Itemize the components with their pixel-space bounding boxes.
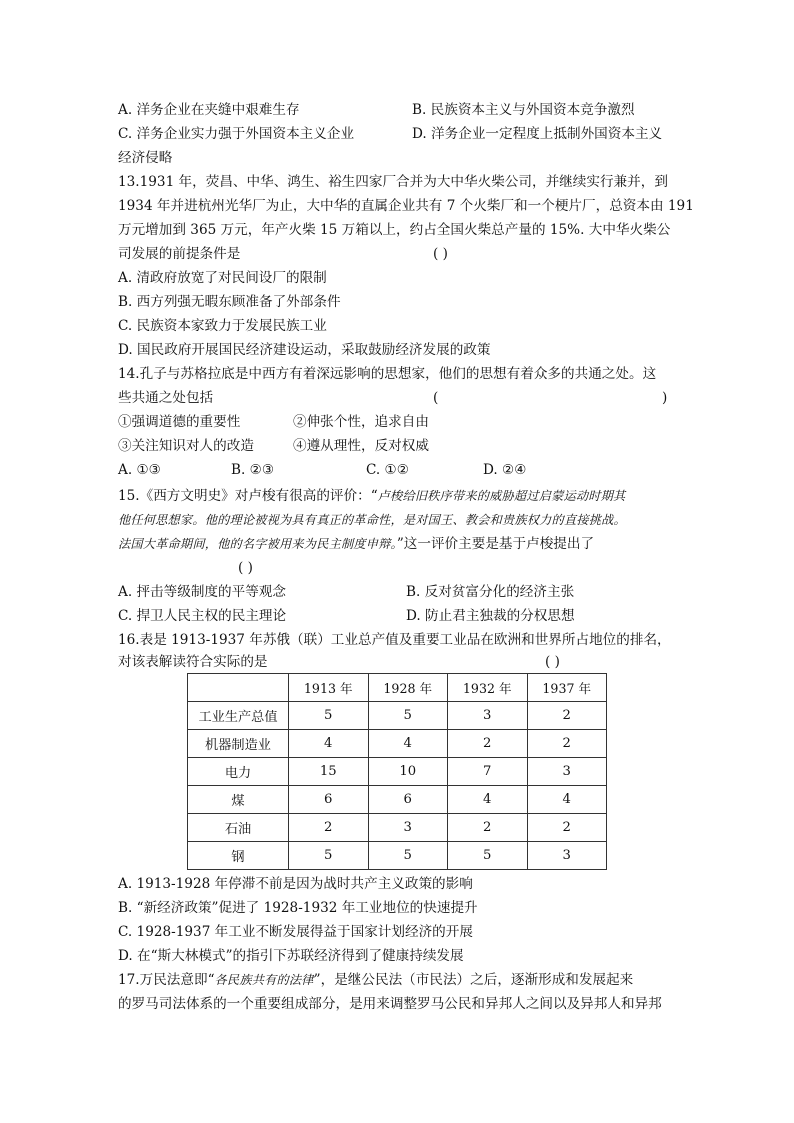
table-row <box>188 814 607 842</box>
q14-option-d: D. ②④ <box>483 462 527 478</box>
table-cell: 2 <box>527 814 607 842</box>
q13-option-b: B. 西方列强无暇东顾准备了外部条件 <box>118 294 341 310</box>
table-row-label: 煤 <box>188 786 289 814</box>
q12-option-c: C. 洋务企业实力强于外国资本主义企业 <box>118 126 355 142</box>
q15-option-b: B. 反对贫富分化的经济主张 <box>406 584 575 600</box>
q13-stem-line4: 司发展的前提条件是 <box>118 246 241 262</box>
table-cell: 5 <box>289 702 369 730</box>
q17-stem-line1 <box>118 970 633 990</box>
q14-stem-line1: 14.孔子与苏格拉底是中西方有着深远影响的思想家，他们的思想有着众多的共通之处。这 <box>118 366 657 382</box>
q17-quote: 各民族共有的法律 <box>214 973 314 987</box>
q14-option-b: B. ②③ <box>231 462 275 478</box>
table-header-row <box>188 674 607 702</box>
q17-stem-intro: 17.万民法意即“ <box>118 972 215 988</box>
q15-stem-line3 <box>118 534 594 554</box>
table-cell: 15 <box>289 758 369 786</box>
table-row <box>188 702 607 730</box>
q17-stem-cont: ”，是继公民法（市民法）之后，逐渐形成和发展起来 <box>313 972 634 988</box>
table-cell: 6 <box>289 786 369 814</box>
table-header-corner <box>188 674 289 702</box>
table-cell: 2 <box>527 730 607 758</box>
q16-option-b: B. “新经济政策”促进了 1928-1932 年工业地位的快速提升 <box>118 900 478 916</box>
q16-answer-blank: ( ) <box>545 654 560 670</box>
table-cell: 4 <box>448 786 528 814</box>
table-row-label: 电力 <box>188 758 289 786</box>
q14-stem-line2: 些共通之处包括 <box>118 390 214 406</box>
q16-stem-line1: 16.表是 1913-1937 年苏俄（联）工业总产值及重要工业品在欧洲和世界所占地位的排名， <box>118 632 671 648</box>
table-cell: 5 <box>448 842 528 870</box>
table-cell: 3 <box>527 758 607 786</box>
table-cell: 5 <box>368 702 448 730</box>
table-row-label: 机器制造业 <box>188 730 289 758</box>
q15-stem-line3-tail: ”这一评价主要是基于卢梭提出了 <box>396 536 595 552</box>
q15-quote-part1: 卢梭给旧秩序带来的威胁超过启蒙运动时期其 <box>377 489 626 503</box>
table-cell: 2 <box>527 702 607 730</box>
q15-answer-blank: ( ) <box>238 560 253 576</box>
table-cell: 6 <box>368 786 448 814</box>
table-cell: 4 <box>527 786 607 814</box>
table-row <box>188 758 607 786</box>
q14-answer-blank-left: ( <box>433 390 439 406</box>
table-cell: 10 <box>368 758 448 786</box>
q13-stem-line3: 万元增加到 365 万元，年产火柴 15 万箱以上，约占全国火柴总产量的 15%. 大中华火柴公 <box>118 222 671 238</box>
table-cell: 3 <box>527 842 607 870</box>
q15-stem-line1 <box>118 486 625 506</box>
q13-option-a: A. 清政府放宽了对民间设厂的限制 <box>118 270 327 286</box>
table-cell: 2 <box>448 730 528 758</box>
table-cell: 5 <box>368 842 448 870</box>
q15-option-d: D. 防止君主独裁的分权思想 <box>406 608 575 624</box>
q14-item-4: ④遵从理性，反对权威 <box>293 438 429 454</box>
table-cell: 4 <box>289 730 369 758</box>
q13-answer-blank: ( ) <box>433 246 448 262</box>
table-row-label: 工业生产总值 <box>188 702 289 730</box>
q16-option-a: A. 1913-1928 年停滞不前是因为战时共产主义政策的影响 <box>118 876 473 892</box>
table-cell: 5 <box>289 842 369 870</box>
table-row-label: 石油 <box>188 814 289 842</box>
q16-ranking-table <box>187 673 607 870</box>
q13-option-c: C. 民族资本家致力于发展民族工业 <box>118 318 327 334</box>
table-cell: 4 <box>368 730 448 758</box>
q16-stem-line2: 对该表解读符合实际的是 <box>118 654 268 670</box>
q12-option-d-cont: 经济侵略 <box>118 150 173 166</box>
q15-stem-line1-intro: 15.《西方文明史》对卢梭有很高的评价：“ <box>118 488 378 504</box>
q14-answer-blank-right: ) <box>662 390 668 406</box>
q16-option-d: D. 在“斯大林模式”的指引下苏联经济得到了健康持续发展 <box>118 948 464 964</box>
q15-option-a: A. 抨击等级制度的平等观念 <box>118 584 286 600</box>
q14-item-3: ③关注知识对人的改造 <box>118 438 254 454</box>
q14-option-c: C. ①② <box>366 462 409 478</box>
table-header-year: 1932 年 <box>448 674 528 702</box>
table-header-year: 1937 年 <box>527 674 607 702</box>
q14-option-a: A. ①③ <box>118 462 161 478</box>
table-cell: 7 <box>448 758 528 786</box>
table-cell: 2 <box>289 814 369 842</box>
table-row <box>188 786 607 814</box>
table-cell: 2 <box>448 814 528 842</box>
table-cell: 3 <box>368 814 448 842</box>
table-cell: 3 <box>448 702 528 730</box>
table-header-year: 1928 年 <box>368 674 448 702</box>
table-header-year: 1913 年 <box>289 674 369 702</box>
q15-quote-part3: 法国大革命期间，他的名字被用来为民主制度申辩。 <box>118 537 397 551</box>
q16-option-c: C. 1928-1937 年工业不断发展得益于国家计划经济的开展 <box>118 924 473 940</box>
q14-item-2: ②伸张个性，追求自由 <box>293 414 429 430</box>
q12-option-b: B. 民族资本主义与外国资本竞争激烈 <box>412 102 635 118</box>
q13-stem-line1: 13.1931 年，荧昌、中华、鸿生、裕生四家厂合并为大中华火柴公司，并继续实行兼并，到 <box>118 174 668 190</box>
table-row <box>188 730 607 758</box>
table-row-label: 钢 <box>188 842 289 870</box>
q12-option-a: A. 洋务企业在夹缝中艰难生存 <box>118 102 300 118</box>
q14-item-1: ①强调道德的重要性 <box>118 414 241 430</box>
q13-stem-line2: 1934 年并进杭州光华厂为止，大中华的直属企业共有 7 个火柴厂和一个梗片厂，总资本由 191 <box>118 198 694 214</box>
q12-option-d: D. 洋务企业一定程度上抵制外国资本主义 <box>412 126 663 142</box>
table-row <box>188 842 607 870</box>
q13-option-d: D. 国民政府开展国民经济建设运动，采取鼓励经济发展的政策 <box>118 342 491 358</box>
q17-stem-line2: 的罗马司法体系的一个重要组成部分，是用来调整罗马公民和异邦人之间以及异邦人和异邦 <box>118 996 662 1012</box>
q15-quote-part2: 他任何思想家。他的理论被视为具有真正的革命性，是对国王、教会和贵族权力的直接挑战。 <box>118 513 626 527</box>
q15-option-c: C. 捍卫人民主权的民主理论 <box>118 608 287 624</box>
